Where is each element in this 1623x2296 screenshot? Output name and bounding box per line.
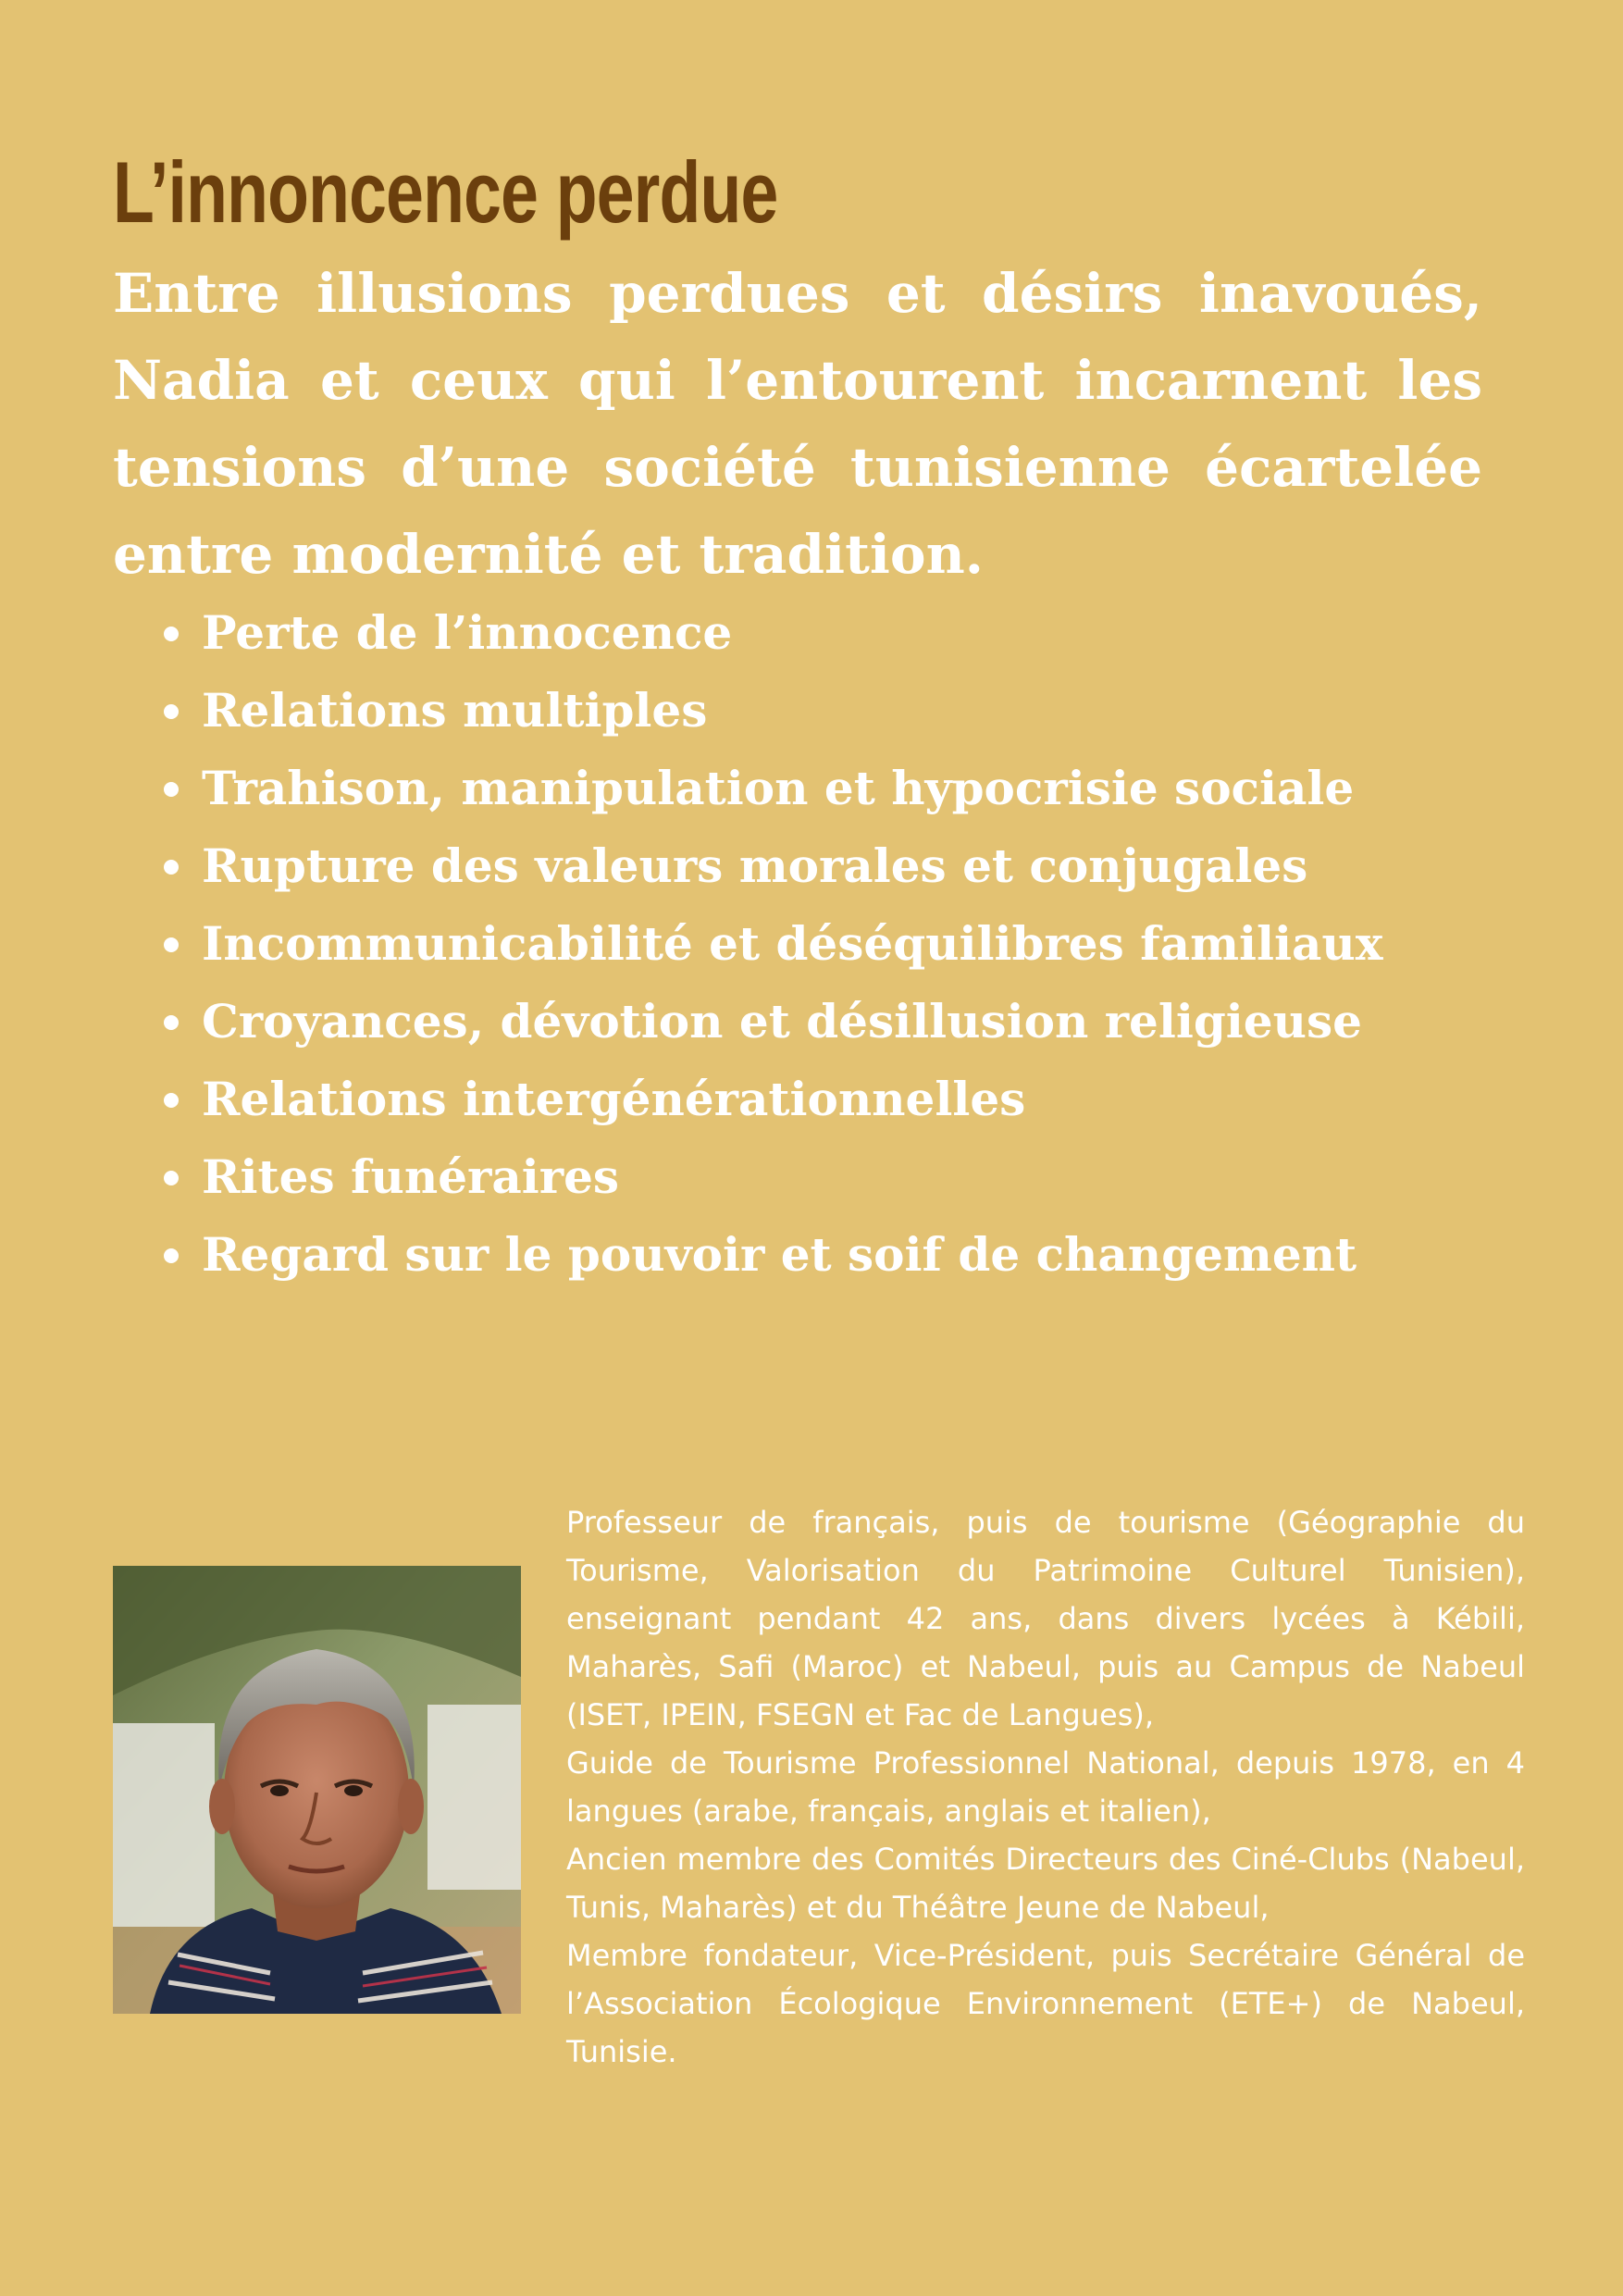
themes-list bbox=[162, 594, 1383, 1294]
theme-item bbox=[162, 905, 1383, 983]
bullet-icon bbox=[164, 1093, 179, 1108]
bullet-icon bbox=[164, 937, 179, 952]
theme-label: Relations multiples bbox=[202, 683, 708, 738]
theme-item bbox=[162, 594, 1383, 672]
bullet-icon bbox=[164, 627, 179, 641]
theme-label: Croyances, dévotion et désillusion religieuse bbox=[202, 994, 1362, 1049]
theme-label: Rites funéraires bbox=[202, 1149, 620, 1204]
author-bio bbox=[566, 1498, 1525, 2076]
theme-label: Regard sur le pouvoir et soif de changement bbox=[202, 1227, 1357, 1282]
theme-item bbox=[162, 1061, 1383, 1138]
theme-label: Perte de l’innocence bbox=[202, 605, 733, 660]
theme-item bbox=[162, 827, 1383, 905]
theme-label: Trahison, manipulation et hypocrisie sociale bbox=[202, 761, 1355, 815]
theme-item bbox=[162, 1138, 1383, 1216]
book-tagline: Entre illusions perdues et désirs inavoués, Nadia et ceux qui l’entourent incarnent les tensions d’une société tunisienne écartelée entre modernité et tradition. bbox=[113, 262, 1482, 586]
bio-paragraph: Ancien membre des Comités Directeurs des Ciné-Clubs (Nabeul, Tunis, Maharès) et du Théâtre Jeune de Nabeul, bbox=[566, 1842, 1525, 1925]
bullet-icon bbox=[164, 704, 179, 719]
bio-paragraph: Membre fondateur, Vice-Président, puis Secrétaire Général de l’Association Écologique Environnement (ETE+) de Nabeul, Tunisie. bbox=[566, 1938, 1525, 2069]
bio-paragraph: Professeur de français, puis de tourisme (Géographie du Tourisme, Valorisation du Patrimoine Culturel Tunisien), enseignant pendant 42 ans, dans divers lycées à Kébili, Maharès, Safi (Maroc) et Nabeul, puis au Campus de Nabeul (ISET, IPEIN, FSEGN et Fac de Langues), bbox=[566, 1505, 1525, 1732]
theme-label: Relations intergénérationnelles bbox=[202, 1072, 1026, 1126]
theme-item bbox=[162, 1216, 1383, 1294]
theme-item bbox=[162, 672, 1383, 750]
bullet-icon bbox=[164, 1248, 179, 1263]
author-photo bbox=[113, 1566, 521, 2014]
book-title: L’innoncence perdue bbox=[113, 143, 778, 241]
bullet-icon bbox=[164, 1015, 179, 1030]
theme-item bbox=[162, 750, 1383, 827]
bio-paragraph: Guide de Tourisme Professionnel National, depuis 1978, en 4 langues (arabe, français, anglais et italien), bbox=[566, 1745, 1525, 1829]
bullet-icon bbox=[164, 1171, 179, 1185]
theme-item bbox=[162, 983, 1383, 1061]
theme-label: Incommunicabilité et déséquilibres familiaux bbox=[202, 916, 1383, 971]
bullet-icon bbox=[164, 860, 179, 875]
bullet-icon bbox=[164, 782, 179, 797]
theme-label: Rupture des valeurs morales et conjugales bbox=[202, 838, 1308, 893]
